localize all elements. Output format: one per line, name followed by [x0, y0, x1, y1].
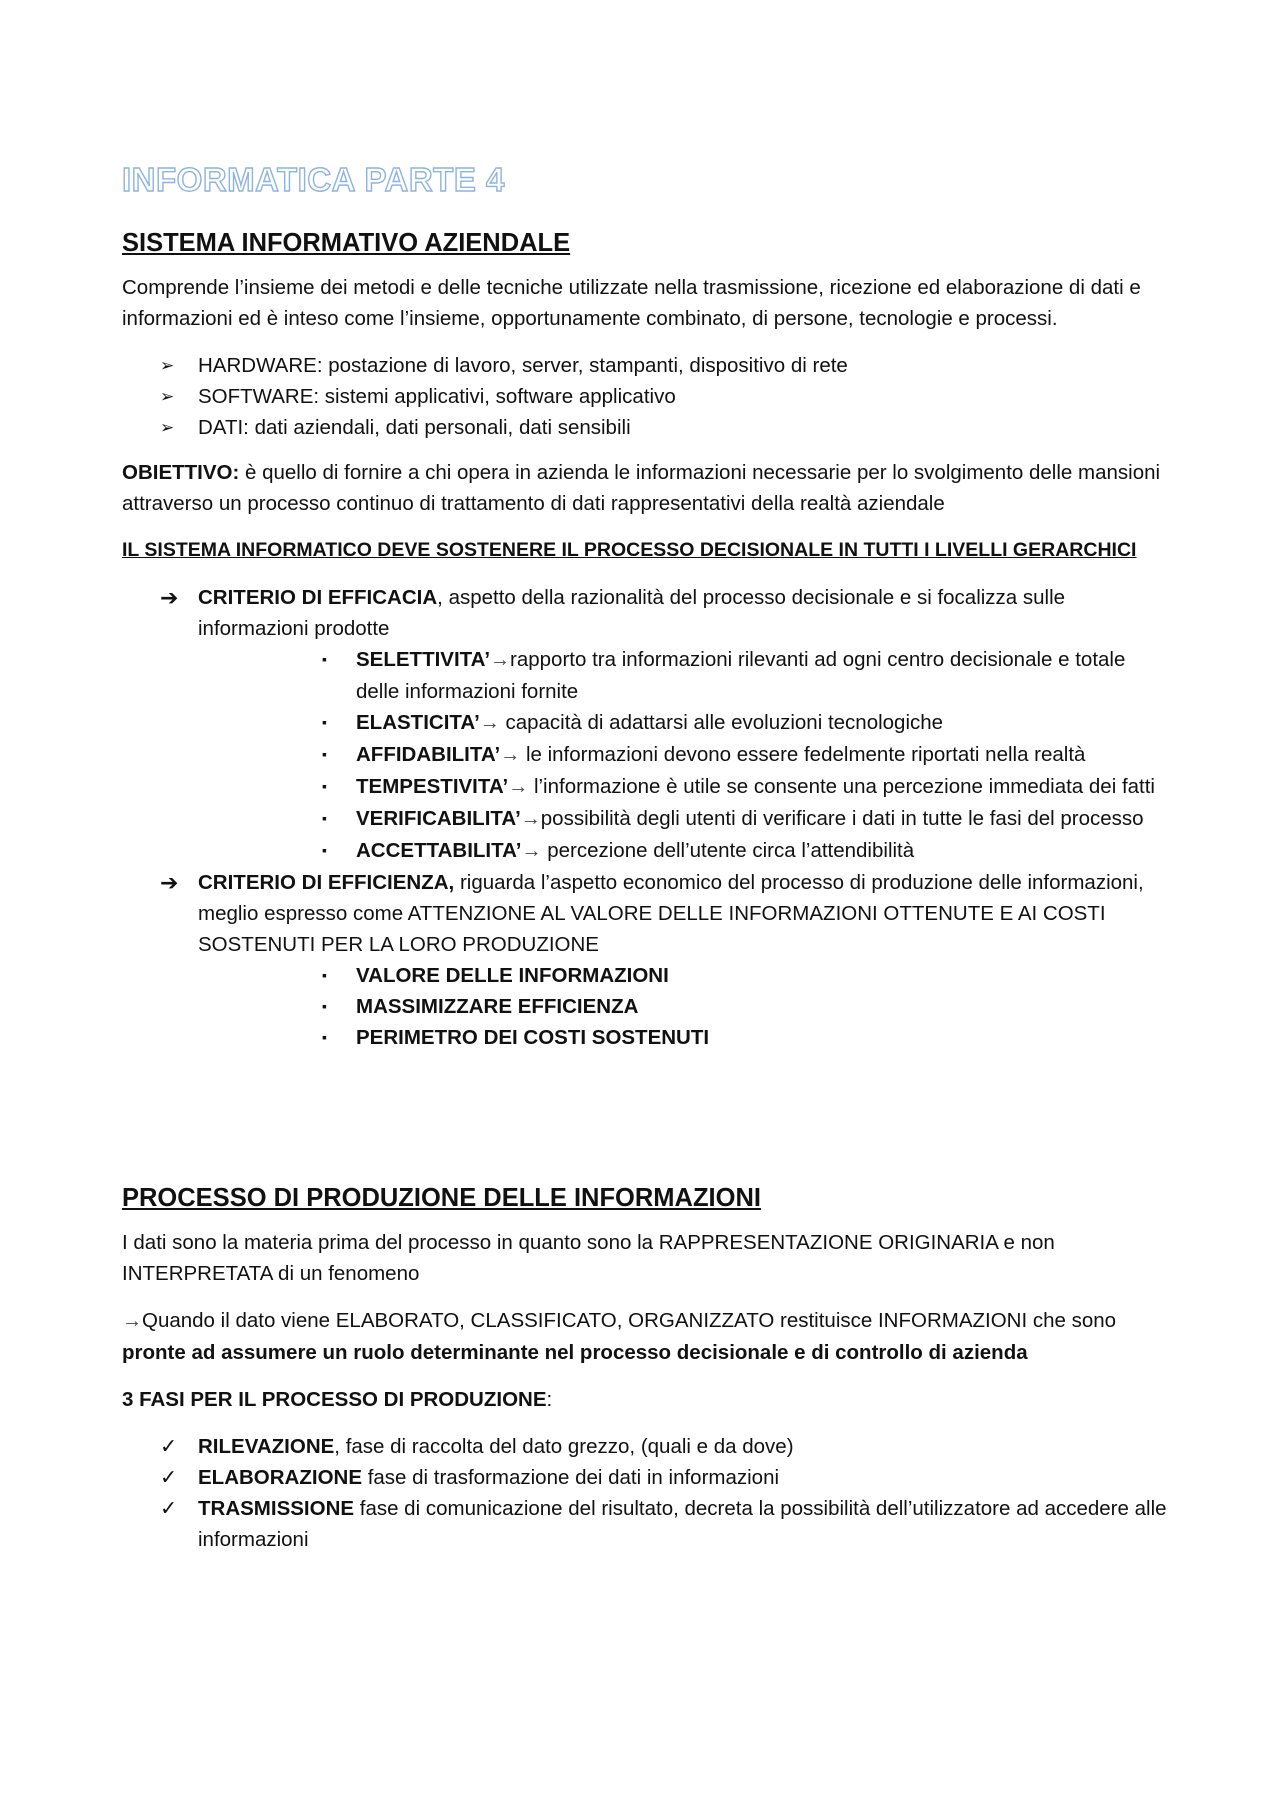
components-list — [122, 350, 1172, 443]
square-bullet-icon: ▪ — [322, 998, 327, 1014]
phases-heading: 3 FASI PER IL PROCESSO DI PRODUZIONE: — [122, 1388, 553, 1411]
criterion-efficienza: ➔ CRITERIO DI EFFICIENZA, riguarda l’aspetto economico del processo di produzione delle informazioni, meglio espresso come ATTENZIONE AL VALORE DELLE INFORMAZIONI OTTENUTE E AI COSTI SOSTENUTI PER LA LORO PRODUZIONE — [122, 867, 1172, 960]
subheading-sistema-informatico: IL SISTEMA INFORMATICO DEVE SOSTENERE IL PROCESSO DECISIONALE IN TUTTI I LIVELLI GERARCHICI — [122, 539, 1137, 561]
list-item: ▪ VALORE DELLE INFORMAZIONI — [122, 960, 1172, 991]
list-item: ▪ AFFIDABILITA’→ le informazioni devono essere fedelmente riportati nella realtà — [122, 739, 1172, 771]
arrow-bullet-icon: ➔ — [160, 870, 179, 895]
criterion-efficacia: ➔ CRITERIO DI EFFICACIA, aspetto della razionalità del processo decisionale e si focalizza sulle informazioni prodotte — [122, 582, 1172, 644]
square-bullet-icon: ▪ — [322, 778, 327, 794]
triangle-bullet-icon: ➢ — [160, 387, 175, 406]
objective-paragraph: OBIETTIVO: è quello di fornire a chi opera in azienda le informazioni necessarie per lo svolgimento delle mansioni attraverso un processo continuo di trattamento di dati rappresentativi della realtà aziendale — [122, 461, 1161, 515]
list-item: ▪ ACCETTABILITA’→ percezione dell’utente circa l’attendibilità — [122, 835, 1172, 867]
arrow-paragraph: →Quando il dato viene ELABORATO, CLASSIFICATO, ORGANIZZATO restituisce INFORMAZIONI che sono pronte ad assumere un ruolo determinante nel processo decisionale e di controllo di azienda — [122, 1309, 1117, 1364]
section-heading-sistema: SISTEMA INFORMATIVO AZIENDALE — [122, 229, 571, 257]
square-bullet-icon: ▪ — [322, 810, 327, 826]
check-icon: ✓ — [160, 1435, 178, 1458]
document-page — [122, 150, 1172, 1555]
list-item: ✓ TRASMISSIONE fase di comunicazione del risultato, decreta la possibilità dell’utilizzatore ad accedere alle informazioni — [122, 1493, 1172, 1555]
list-item: ▪ MASSIMIZZARE EFFICIENZA — [122, 991, 1172, 1022]
section-heading-processo: PROCESSO DI PRODUZIONE DELLE INFORMAZIONI — [122, 1184, 761, 1212]
arrow-icon: → — [508, 776, 529, 798]
list-item: ➢ SOFTWARE: sistemi applicativi, software applicativo — [122, 381, 1172, 412]
square-bullet-icon: ▪ — [322, 651, 327, 667]
list-item: ➢ DATI: dati aziendali, dati personali, dati sensibili — [122, 412, 1172, 443]
page-title: INFORMATICA PARTE 4 — [122, 161, 505, 198]
list-item: ▪ ELASTICITA’→ capacità di adattarsi alle evoluzioni tecnologiche — [122, 707, 1172, 739]
square-bullet-icon: ▪ — [322, 1029, 327, 1045]
square-bullet-icon: ▪ — [322, 967, 327, 983]
arrow-bullet-icon: ➔ — [160, 585, 179, 610]
square-bullet-icon: ▪ — [322, 746, 327, 762]
triangle-bullet-icon: ➢ — [160, 356, 175, 375]
section-intro: Comprende l’insieme dei metodi e delle tecniche utilizzate nella trasmissione, ricezione ed elaborazione di dati e informazioni ed è inteso come l’insieme, opportunamente combinato, di persone, tecnologie e processi. — [122, 276, 1141, 330]
efficienza-items — [122, 960, 1172, 1053]
list-item: ✓ ELABORAZIONE fase di trasformazione dei dati in informazioni — [122, 1462, 1172, 1493]
arrow-icon: → — [520, 808, 541, 830]
arrow-icon: → — [500, 744, 521, 766]
section2-intro: I dati sono la materia prima del processo in quanto sono la RAPPRESENTAZIONE ORIGINARIA e non INTERPRETATA di un fenomeno — [122, 1231, 1055, 1285]
list-item: ✓ RILEVAZIONE, fase di raccolta del dato grezzo, (quali e da dove) — [122, 1431, 1172, 1462]
arrow-icon: → — [479, 712, 500, 734]
arrow-icon: → — [521, 840, 542, 862]
criteria-list — [122, 582, 1172, 644]
phases-list — [122, 1431, 1172, 1555]
check-icon: ✓ — [160, 1497, 178, 1520]
triangle-bullet-icon: ➢ — [160, 418, 175, 437]
criteria-list-2 — [122, 867, 1172, 960]
efficacia-items — [122, 644, 1172, 867]
arrow-icon: → — [490, 649, 511, 671]
list-item: ➢ HARDWARE: postazione di lavoro, server, stampanti, dispositivo di rete — [122, 350, 1172, 381]
list-item: ▪ TEMPESTIVITA’→ l’informazione è utile se consente una percezione immediata dei fatti — [122, 771, 1172, 803]
list-item: ▪ PERIMETRO DEI COSTI SOSTENUTI — [122, 1022, 1172, 1053]
objective-label: OBIETTIVO: — [122, 461, 240, 484]
square-bullet-icon: ▪ — [322, 842, 327, 858]
arrow-icon: → — [122, 1310, 142, 1332]
check-icon: ✓ — [160, 1466, 178, 1489]
list-item: ▪ SELETTIVITA’→rapporto tra informazioni rilevanti ad ogni centro decisionale e totale delle informazioni fornite — [122, 644, 1172, 707]
list-item: ▪ VERIFICABILITA’→possibilità degli utenti di verificare i dati in tutte le fasi del processo — [122, 803, 1172, 835]
square-bullet-icon: ▪ — [322, 714, 327, 730]
